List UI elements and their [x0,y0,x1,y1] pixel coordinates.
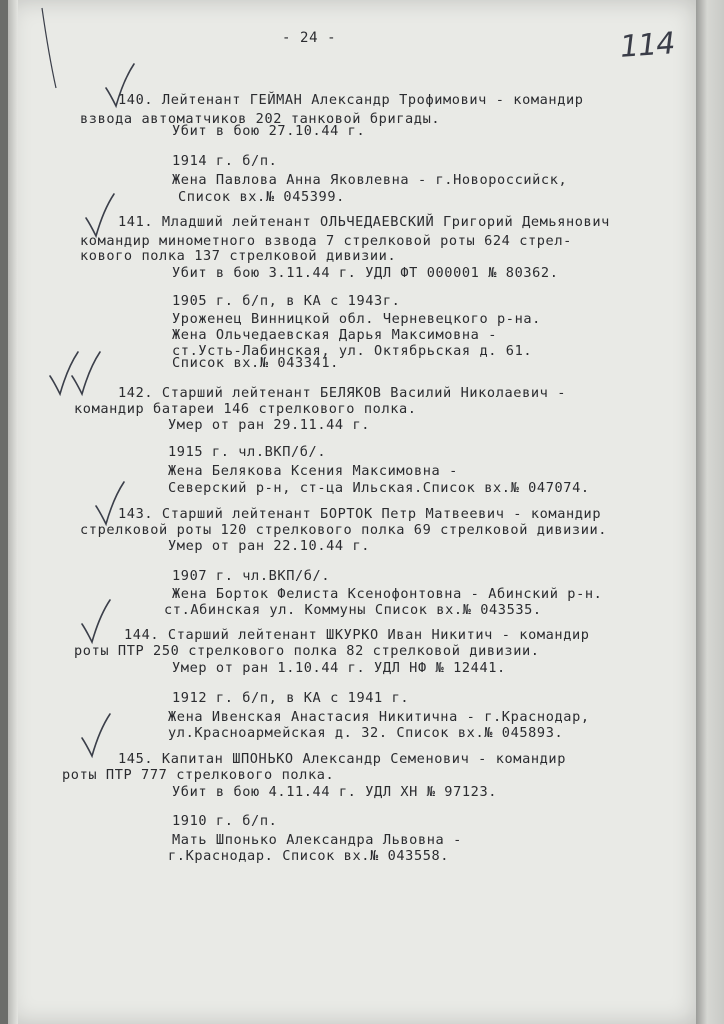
entry-145-line: 1910 г. б/п. [172,813,278,829]
entry-143-line: 143. Старший лейтенант БОРТОК Петр Матвеевич - командир [118,506,602,522]
entry-143-line: 1907 г. чл.ВКП/б/. [172,568,331,584]
entry-141-line: 1905 г. б/п, в КА с 1943г. [172,293,401,309]
handwritten-check-icon [80,712,114,760]
handwritten-check-icon [70,350,104,398]
entry-145-line: роты ПТР 777 стрелкового полка. [62,767,335,783]
entry-141-line: Список вх.№ 043341. [172,355,339,371]
entry-141-line: Жена Ольчедаевская Дарья Максимовна - [172,327,498,343]
entry-145-line: г.Краснодар. Список вх.№ 043558. [168,848,450,864]
entry-141-line: 141. Младший лейтенант ОЛЬЧЕДАЕВСКИЙ Григорий Демьянович [118,214,610,230]
entry-142-line: Умер от ран 29.11.44 г. [168,417,371,433]
archive-sheet-number: 114 [618,26,676,65]
next-page-edge [696,0,724,1024]
entry-141-line: Уроженец Винницкой обл. Черневецкого р-на. [172,311,541,327]
entry-140-line: 140. Лейтенант ГЕЙМАН Александр Трофимович - командир [118,92,584,108]
entry-144-line: ул.Красноармейская д. 32. Список вх.№ 045893. [168,725,564,741]
entry-142-line: Жена Белякова Ксения Максимовна - [168,463,458,479]
entry-140-line: взвода автоматчиков 202 танковой бригады. [80,111,441,127]
entry-144-line: роты ПТР 250 стрелкового полка 82 стрелковой дивизии. [74,643,540,659]
entry-143-line: стрелковой роты 120 стрелкового полка 69 стрелковой дивизии. [80,522,608,538]
entry-140-line: 1914 г. б/п. [172,153,278,169]
entry-143-line: Умер от ран 22.10.44 г. [168,538,371,554]
entry-143-line: Жена Борток Фелиста Ксенофонтовна - Абинский р-н. [172,586,603,602]
entry-140-line: Жена Павлова Анна Яковлевна - г.Новороссийск, [172,172,568,188]
entry-144-line: Умер от ран 1.10.44 г. УДЛ НФ № 12441. [172,660,506,676]
entry-142-line: Северский р-н, ст-ца Ильская.Список вх.№ 047074. [168,480,590,496]
entry-145-line: Убит в бою 4.11.44 г. УДЛ ХН № 97123. [172,784,498,800]
entry-144-line: Жена Ивенская Анастасия Никитична - г.Краснодар, [168,709,590,725]
entry-141-line: ст.Усть-Лабинская, ул. Октябрьская д. 61. [172,343,533,359]
entry-144-line: 1912 г. б/п, в КА с 1941 г. [172,690,410,706]
entry-141-line: кового полка 137 стрелковой дивизии. [80,248,397,264]
entry-142-line: 142. Старший лейтенант БЕЛЯКОВ Василий Николаевич - [118,385,566,401]
page-number: - 24 - [282,30,337,46]
page-binding-shadow [8,0,18,1024]
handwritten-check-icon [80,598,114,646]
entry-144-line: 144. Старший лейтенант ШКУРКО Иван Никитич - командир [124,627,590,643]
entry-142-line: 1915 г. чл.ВКП/б/. [168,444,327,460]
entry-140-line: Убит в бою 27.10.44 г. [172,123,366,139]
entry-140-line: Список вх.№ 045399. [178,189,345,205]
entry-143-line: ст.Абинская ул. Коммуны Список вх.№ 043535. [164,602,542,618]
entry-142-line: командир батареи 146 стрелкового полка. [74,401,417,417]
entry-141-line: командир минометного взвода 7 стрелковой роты 624 стрел- [80,233,572,249]
entry-145-line: 145. Капитан ШПОНЬКО Александр Семенович - командир [118,751,566,767]
pen-stroke-mark [40,6,60,90]
entry-141-line: Убит в бою 3.11.44 г. УДЛ ФТ 000001 № 80362. [172,265,559,281]
entry-145-line: Мать Шпонько Александра Львовна - [172,832,462,848]
